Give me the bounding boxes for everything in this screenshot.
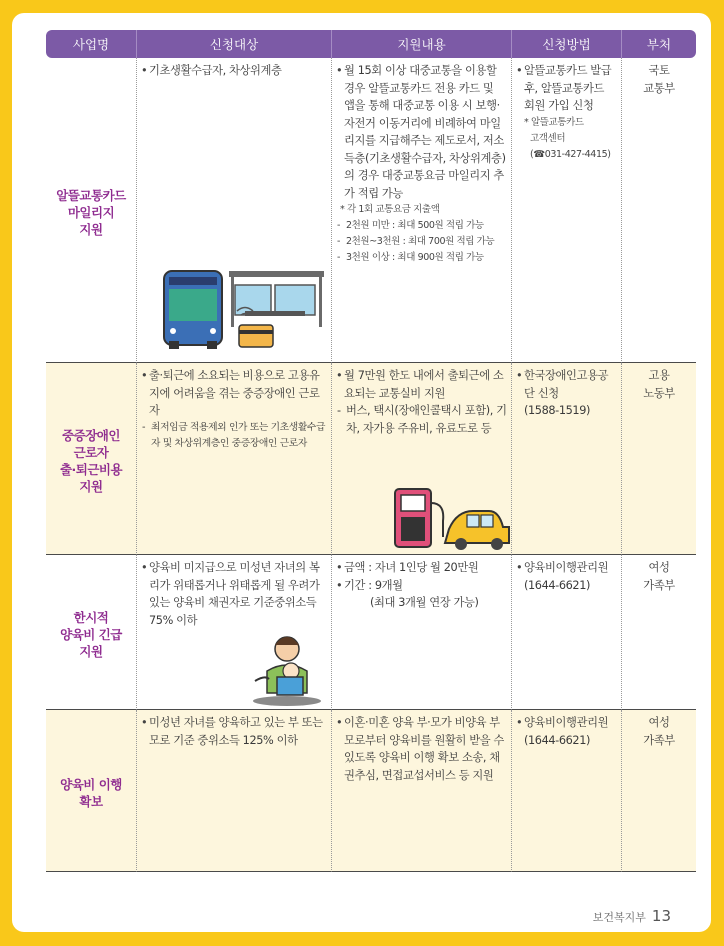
program-name: 알뜰교통카드 마일리지 지원 [46,58,136,363]
program-name: 중증장애인 근로자 출·퇴근비용 지원 [46,363,136,555]
page-footer [593,907,671,925]
col-header-target: 신청대상 [136,30,331,58]
target-cell: • 미성년 자녀를 양육하고 있는 부 또는 모로 기준 중위소득 125% 이하 [136,710,331,872]
dept-cell: 여성 가족부 [621,555,696,710]
target-cell: • 출·퇴근에 소요되는 비용으로 고용유지에 어려움을 겪는 중증장애인 근로자 - 최저임금 적용제외 인가 또는 기초생활수급자 및 차상위계층인 중증장애인 근로자 [136,363,331,555]
support-table [46,30,696,872]
dept-cell: 여성 가족부 [621,710,696,872]
table-row [46,58,696,363]
col-header-dept: 부처 [621,30,696,58]
col-header-support: 지원내용 [331,30,511,58]
dept-cell: 고용 노동부 [621,363,696,555]
table-row [46,363,696,555]
page [12,13,711,932]
support-cell: • 월 7만원 한도 내에서 출퇴근에 소요되는 교통실비 지원 - 버스, 택시(장애인콜택시 포함), 기차, 자가용 주유비, 유료도로 등 [331,363,511,555]
program-name: 한시적 양육비 긴급 지원 [46,555,136,710]
method-cell: • 양육비이행관리원 (1644-6621) [511,710,621,872]
support-cell: • 월 15회 이상 대중교통을 이용할 경우 알뜰교통카드 전용 카드 및 앱을 통해 대중교통 이용 시 보행·자전거 이동거리에 비례하여 마일리지를 지급해주는 제도로서, 저소득층(기초생활수급자, 차상위계층)의 경우 대중교통요금 마일리지 추가 적립 가능 * 각 1회 교통요금 지출액 - 2천원 미만 : 최대 500원 적립 가능 - 2천원~3천원 : 최대 700원 적립 가능 - 3천원 이상 : 최대 900원 적립 가능 [331,58,511,363]
support-cell: • 금액 : 자녀 1인당 월 20만원 • 기간 : 9개월 (최대 3개월 연장 가능) [331,555,511,710]
page-number: 13 [651,907,671,925]
support-cell: • 이혼·미혼 양육 부·모가 비양육 부모로부터 양육비를 원활히 받을 수 있도록 양육비 이행 확보 소송, 채권추심, 면접교섭서비스 등 지원 [331,710,511,872]
gas-station-illustration [387,481,517,551]
program-name: 양육비 이행 확보 [46,710,136,872]
footer-org: 보건복지부 [592,911,646,924]
parent-reading-illustration [247,631,323,706]
method-cell: • 양육비이행관리원 (1644-6621) [511,555,621,710]
target-cell: • 기초생활수급자, 차상위계층 [136,58,331,363]
table-row [46,555,696,710]
target-cell: • 양육비 미지급으로 미성년 자녀의 복리가 위태롭거나 위태롭게 될 우려가 있는 양육비 채권자로 기준중위소득 75% 이하 [136,555,331,710]
table-row [46,710,696,872]
method-cell: • 한국장애인고용공단 신청 (1588-1519) [511,363,621,555]
method-cell: • 알뜰교통카드 발급 후, 알뜰교통카드 회원 가입 신청 * 알뜰교통카드 고객센터 (☎031-427-4415) [511,58,621,363]
dept-cell: 국토 교통부 [621,58,696,363]
col-header-method: 신청방법 [511,30,621,58]
col-header-program: 사업명 [46,30,136,58]
bus-stop-illustration [159,263,329,353]
header-row [46,30,696,58]
